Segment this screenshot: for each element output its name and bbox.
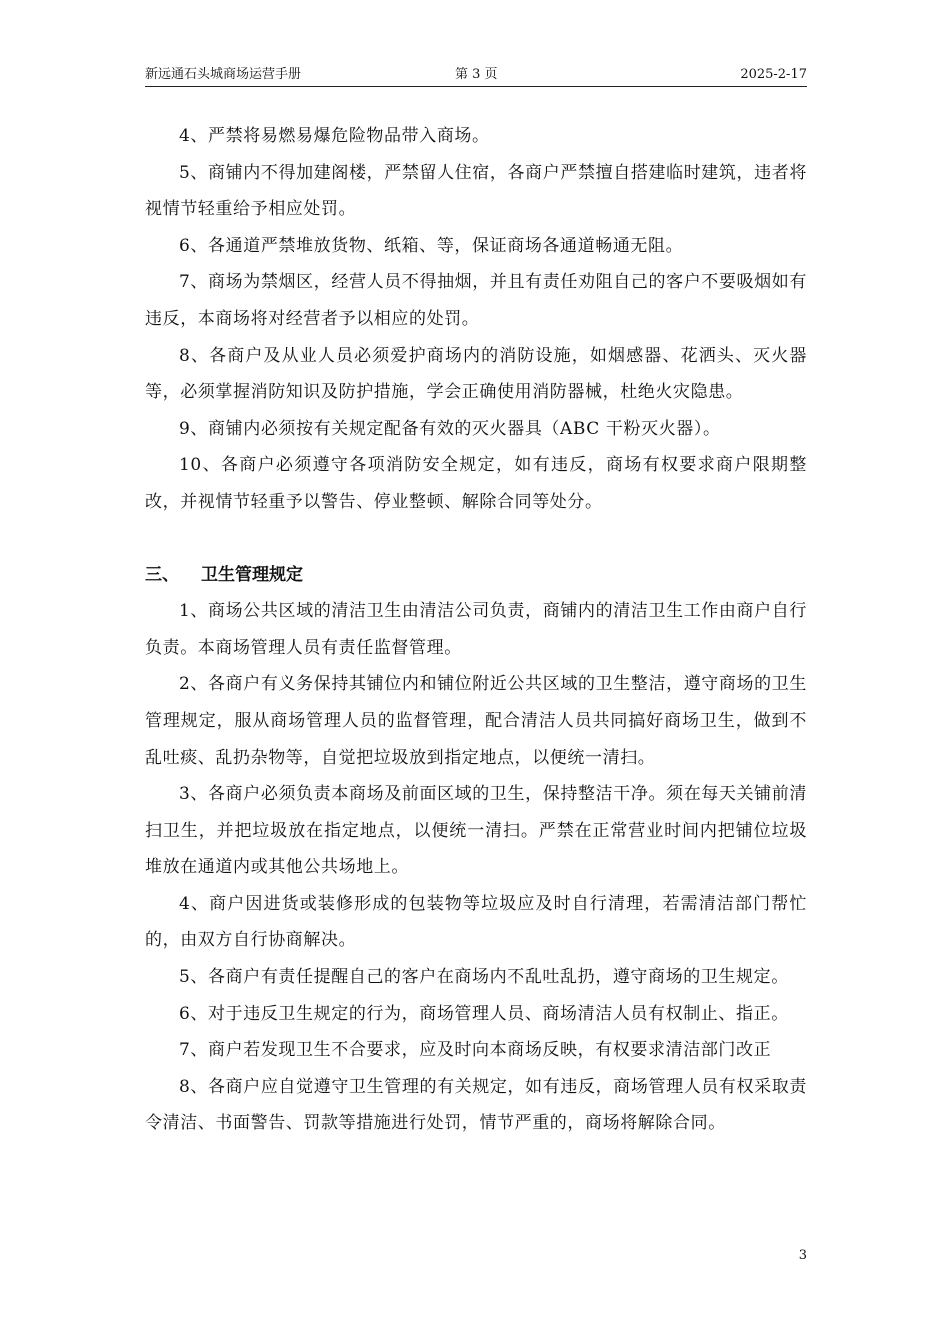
fire-rule-6: 6、各通道严禁堆放货物、纸箱、等，保证商场各通道畅通无阻。	[179, 235, 684, 256]
hygiene-rule-6: 6、对于违反卫生规定的行为，商场管理人员、商场清洁人员有权制止、指正。	[179, 1003, 789, 1024]
hygiene-rule-1: 1、商场公共区域的清洁卫生由清洁公司负责，商铺内的清洁卫生工作由商户自行负责。本商场管理人员有责任监督管理。	[145, 601, 807, 658]
section-number: 三、	[145, 564, 179, 585]
hygiene-rule-2: 2、各商户有义务保持其铺位内和铺位附近公共区域的卫生整洁，遵守商场的卫生管理规定，服从商场管理人员的监督管理，配合清洁人员共同搞好商场卫生，做到不乱吐痰、乱扔杂物等，自觉把垃圾放到指定地点，以便统一清扫。	[145, 674, 807, 768]
hygiene-rule-7: 7、商户若发现卫生不合要求，应及时向本商场反映，有权要求清洁部门改正	[179, 1040, 772, 1061]
section-title: 卫生管理规定	[201, 564, 303, 585]
hygiene-rule-3: 3、各商户必须负责本商场及前面区域的卫生，保持整洁干净。须在每天关铺前清扫卫生，并把垃圾放在指定地点，以便统一清扫。严禁在正常营业时间内把铺位垃圾堆放在通道内或其他公共场地上。	[145, 784, 807, 878]
hygiene-rule-4: 4、商户因进货或装修形成的包装物等垃圾应及时自行清理，若需清洁部门帮忙的，由双方自行协商解决。	[145, 893, 807, 951]
page-number: 3	[798, 1248, 807, 1263]
header-document-title: 新远通石头城商场运营手册	[145, 67, 302, 82]
fire-rule-7: 7、商场为禁烟区，经营人员不得抽烟，并且有责任劝阻自己的客户不要吸烟如有违反，本商场将对经营者予以相应的处罚。	[145, 272, 807, 329]
fire-rule-8: 8、各商户及从业人员必须爱护商场内的消防设施，如烟感器、花洒头、灭火器等，必须掌握消防知识及防护措施，学会正确使用消防器械，杜绝火灾隐患。	[145, 345, 807, 403]
header-page-label: 第 3 页	[455, 67, 498, 82]
hygiene-rule-5: 5、各商户有责任提醒自己的客户在商场内不乱吐乱扔，遵守商场的卫生规定。	[179, 967, 789, 988]
document-body	[145, 118, 807, 1142]
fire-rule-10: 10、各商户必须遵守各项消防安全规定，如有违反，商场有权要求商户限期整改，并视情节轻重予以警告、停业整顿、解除合同等处分。	[145, 455, 807, 512]
page-header	[145, 66, 807, 87]
hygiene-rule-8: 8、各商户应自觉遵守卫生管理的有关规定，如有违反，商场管理人员有权采取责令清洁、书面警告、罚款等措施进行处罚，情节严重的，商场将解除合同。	[145, 1076, 807, 1134]
fire-rule-5: 5、商铺内不得加建阁楼，严禁留人住宿，各商户严禁擅自搭建临时建筑，违者将视情节轻重给予相应处罚。	[145, 162, 807, 220]
header-date: 2025-2-17	[740, 67, 807, 82]
fire-rule-4: 4、严禁将易燃易爆危险物品带入商场。	[179, 126, 490, 146]
fire-rule-9: 9、商铺内必须按有关规定配备有效的灭火器具（ABC 干粉灭火器）。	[179, 418, 721, 439]
section-heading-hygiene	[145, 557, 807, 594]
